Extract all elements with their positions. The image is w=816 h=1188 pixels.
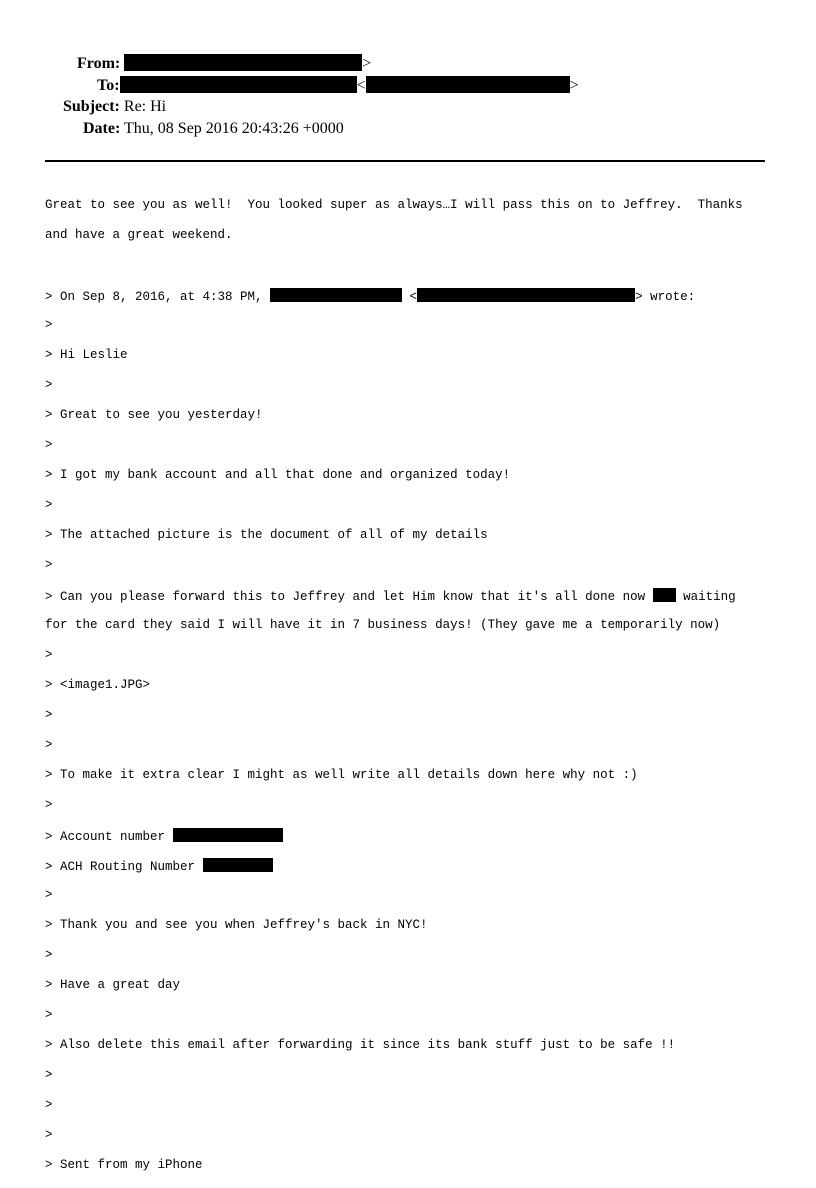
quote-line: > I got my bank account and all that done and organized today! (45, 468, 511, 482)
routing-number-line (45, 858, 785, 873)
sender-name-redaction (270, 288, 402, 302)
email-body (45, 183, 785, 1188)
quote-marker: > (45, 558, 53, 572)
quote-line: > To make it extra clear I might as well write all details down here why not :) (45, 768, 638, 782)
subject-line (63, 98, 166, 116)
quote-attribution (45, 288, 785, 303)
quote-marker: > (45, 378, 53, 392)
to-line (97, 76, 579, 95)
from-redaction (124, 54, 362, 71)
from-gt: > (362, 55, 372, 72)
to-lt: < (356, 77, 366, 94)
quote-line: > Have a great day (45, 978, 181, 992)
quote-marker: > (45, 498, 53, 512)
quote-line: > The attached picture is the document of all of my details (45, 528, 488, 542)
account-number-redaction (173, 828, 283, 842)
subject-value: Re: Hi (123, 98, 167, 115)
from-label: From: (77, 55, 121, 72)
subject-label: Subject: (63, 98, 120, 115)
forward-text-b: waiting (675, 590, 736, 604)
quote-marker: > (45, 798, 53, 812)
routing-number-redaction (203, 858, 273, 872)
quote-marker: > (45, 318, 53, 332)
signature-line: > Sent from my iPhone (45, 1158, 203, 1172)
quote-marker: > (45, 1008, 53, 1022)
quote-on-lt: < (402, 290, 418, 304)
quote-marker: > (45, 1068, 53, 1082)
forward-text-a: > Can you please forward this to Jeffrey and let Him know that it's all done now (45, 590, 653, 604)
quote-line: > Thank you and see you when Jeffrey's back in NYC! (45, 918, 428, 932)
account-number-line (45, 828, 785, 843)
quote-marker: > (45, 948, 53, 962)
quote-line: > Also delete this email after forwarding it since its bank stuff just to be safe !! (45, 1038, 676, 1052)
sender-email-redaction (417, 288, 635, 302)
date-label: Date: (83, 120, 121, 137)
quote-marker: > (45, 738, 53, 752)
quote-marker: > (45, 438, 53, 452)
to-gt: > (569, 77, 579, 94)
quote-on-prefix: > On Sep 8, 2016, at 4:38 PM, (45, 290, 271, 304)
account-number-label: > Account number (45, 830, 173, 844)
quote-marker: > (45, 648, 53, 662)
to-email-redaction (366, 76, 570, 93)
blank-line (45, 258, 785, 273)
quote-line: for the card they said I will have it in 7 business days! (They gave me a temporarily now) (45, 618, 721, 632)
from-line (77, 54, 371, 73)
reply-line: and have a great weekend. (45, 228, 233, 242)
attachment-line: > <image1.JPG> (45, 678, 151, 692)
routing-number-label: > ACH Routing Number (45, 860, 203, 874)
inline-redaction (653, 588, 676, 602)
quote-line: > Great to see you yesterday! (45, 408, 263, 422)
to-label: To: (97, 77, 120, 94)
quote-marker: > (45, 1098, 53, 1112)
header-divider (45, 160, 765, 162)
quote-line: > Hi Leslie (45, 348, 128, 362)
date-value: Thu, 08 Sep 2016 20:43:26 +0000 (124, 120, 344, 137)
quote-marker: > (45, 708, 53, 722)
quote-on-suffix: > wrote: (635, 290, 696, 304)
quote-marker: > (45, 888, 53, 902)
reply-line: Great to see you as well! You looked super as always…I will pass this on to Jeffrey. Thanks (45, 198, 743, 212)
quote-marker: > (45, 1128, 53, 1142)
date-line (83, 120, 344, 138)
to-name-redaction (120, 76, 357, 93)
quote-line (45, 588, 785, 603)
